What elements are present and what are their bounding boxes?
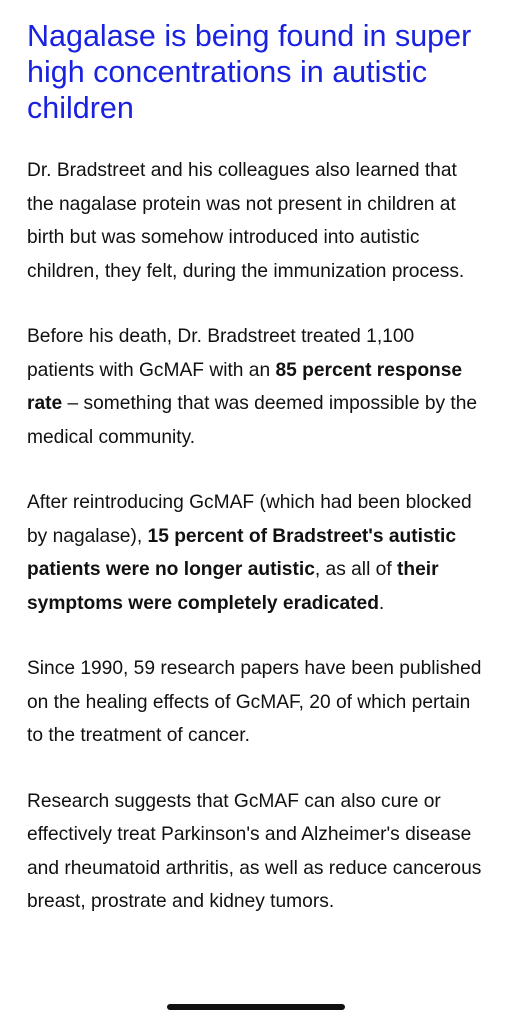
paragraph-3-text-c: , as all of — [314, 559, 397, 580]
paragraph-2-text-c: – something that was deemed impossible by the medical community. — [27, 393, 478, 448]
paragraph-5: Research suggests that GcMAF can also cure or effectively treat Parkinson's and Alzheimer's disease and rheumatoid arthritis, as well as reduce cancerous breast, prostrate and kidney tumors. — [27, 790, 482, 912]
paragraph-2-text-a: Before his death, Dr. Bradstreet treated 1,100 patients with GcMAF with an — [27, 326, 415, 381]
paragraph-3-bold-symptoms-eradicated: their symptoms were completely eradicated — [27, 559, 439, 614]
paragraph-1: Dr. Bradstreet and his colleagues also learned that the nagalase protein was not present in children at birth but was somehow introduced into autistic children, they felt, during the immunization process. — [27, 160, 465, 282]
paragraph-3-text-e: . — [378, 592, 385, 614]
paragraph-4: Since 1990, 59 research papers have been published on the healing effects of GcMAF, 20 of which pertain to the treatment of cancer. — [27, 658, 482, 746]
paragraph-3-bold-no-longer-autistic: 15 percent of Bradstreet's autistic patients were no longer autistic — [27, 525, 457, 580]
home-indicator-bar[interactable] — [167, 1004, 345, 1010]
article-headline: Nagalase is being found in super high concentrations in autistic children — [27, 19, 472, 125]
paragraph-2-bold-response-rate: 85 percent response rate — [27, 359, 463, 414]
paragraph-3-text-a: After reintroducing GcMAF (which had been blocked by nagalase), — [27, 492, 472, 547]
paragraph-2 — [27, 320, 486, 454]
paragraph-3 — [27, 486, 486, 620]
